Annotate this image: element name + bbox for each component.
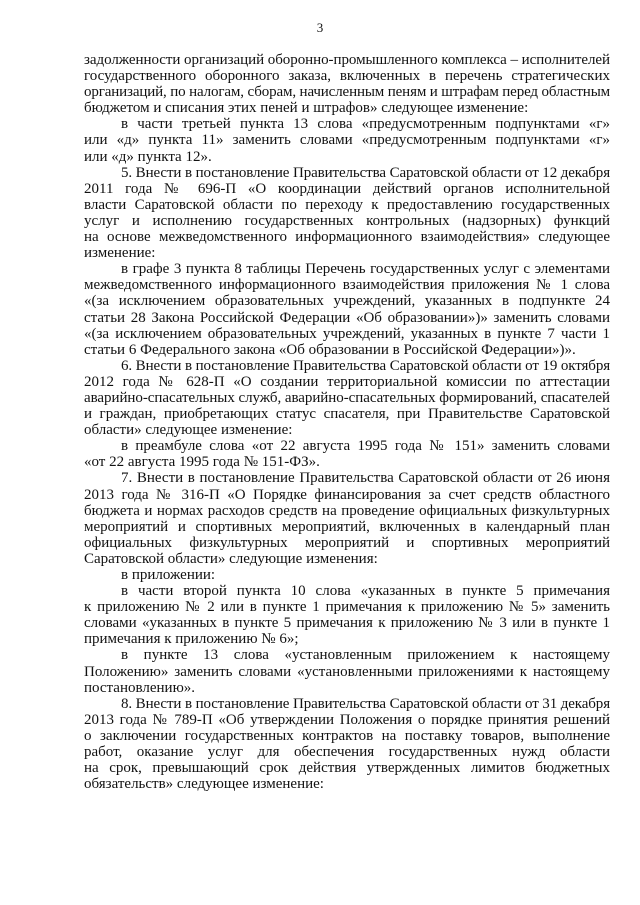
text-line: примечания к приложению № 6»; (84, 631, 299, 648)
text-line: задолженности организаций оборонно-промышленного комплекса – исполнителей (84, 52, 610, 68)
text-line: аварийно-спасательных служб, аварийно-спасательных формирований, спасателей (84, 389, 610, 406)
text-line: в пункте 13 слова «установленным приложением к настоящему (121, 647, 610, 664)
text-line: 2013 года № 316-П «О Порядке финансирования за счет средств областного (84, 486, 610, 503)
text-line: на основе межведомственного информационного взаимодействия» следующее (84, 229, 610, 246)
text-line: и граждан, приобретающих статус спасателя, при Правительстве Саратовской (84, 406, 610, 423)
text-line: работ, оказание услуг для обеспечения государственных нужд области (84, 744, 610, 761)
text-line: в преамбуле слова «от 22 августа 1995 года № 151» заменить словами (121, 438, 610, 455)
text-line: власти Саратовской области по переходу к предоставлению государственных (84, 196, 610, 213)
text-line: бюджета и нормах расходов средств на проведение официальных физкультурных (84, 502, 610, 519)
text-line: мероприятий и спортивных мероприятий, включенных в календарный план (84, 518, 610, 535)
text-line: 6. Внести в постановление Правительства Саратовской области от 19 октября (121, 357, 611, 374)
text-line: государственного оборонного заказа, включенных в перечень стратегических (84, 68, 610, 85)
text-line: обязательств» следующее изменение: (84, 776, 324, 793)
text-line: в графе 3 пункта 8 таблицы Перечень государственных услуг с элементами (121, 261, 610, 278)
text-line: в части второй пункта 10 слова «указанных в пункте 5 примечания (121, 583, 610, 600)
text-line: к приложению № 2 или в пункте 1 примечания к приложению № 5» заменить (84, 599, 610, 616)
text-line: бюджетом и списания этих пеней и штрафов» следующее изменение: (84, 100, 529, 117)
text-line: на срок, превышающий срок действия утвержденных лимитов бюджетных (84, 760, 610, 777)
text-line: или «д» пункта 12». (84, 148, 212, 165)
text-line: «(за исключением образовательных учреждений, указанных в пункте 7 части 1 (84, 325, 610, 342)
text-line: о заключении государственных контрактов на поставку товаров, выполнение (84, 727, 610, 744)
text-line: словами «указанных в пункте 5 примечания к приложению № 3 или в пункте 1 (84, 615, 610, 632)
text-line: изменение: (84, 245, 156, 262)
text-line: постановлению». (84, 679, 196, 696)
text-line: «от 22 августа 1995 года № 151-ФЗ». (84, 454, 320, 471)
text-line: 7. Внести в постановление Правительства Саратовской области от 26 июня (121, 470, 610, 487)
text-line: или «д» пункта 11» заменить словами «предусмотренным подпунктами «г» (84, 132, 610, 149)
text-line: межведомственного информационного взаимодействия приложения № 1 слова (84, 277, 610, 294)
text-line: в части третьей пункта 13 слова «предусмотренным подпунктами «г» (121, 116, 610, 133)
text-line: статьи 28 Закона Российской Федерации «Об образовании»)» заменить словами (84, 309, 610, 326)
text-line: 2012 года № 628-П «О создании территориальной комиссии по аттестации (84, 373, 610, 390)
text-line: Саратовской области» следующие изменения: (84, 550, 378, 567)
text-line: услуг и исполнению государственных контрольных (надзорных) функций (84, 212, 610, 229)
text-line: «(за исключением образовательных учреждений, указанных в подпункте 24 (84, 293, 610, 310)
document-body (84, 52, 610, 792)
text-line: 2011 года № 696-П «О координации действий органов исполнительной (84, 180, 610, 197)
text-line: в приложении: (121, 567, 216, 583)
text-line: организаций, по налогам, сборам, начисленным пеням и штрафам перед областным (84, 84, 610, 101)
text-line: 5. Внести в постановление Правительства Саратовской области от 12 декабря (121, 164, 610, 181)
page-number: 3 (316, 20, 324, 35)
text-line: официальных физкультурных мероприятий и спортивных мероприятий (84, 534, 610, 551)
text-line: области» следующее изменение: (84, 422, 293, 439)
text-line: статьи 6 Федерального закона «Об образовании в Российской Федерации»)». (84, 341, 576, 358)
text-line: Положению» заменить словами «установленными приложениями к настоящему (84, 663, 610, 680)
text-line: 8. Внести в постановление Правительства Саратовской области от 31 декабря (121, 695, 610, 712)
text-line: 2013 года № 789-П «Об утверждении Положения о порядке принятия решений (84, 711, 610, 728)
